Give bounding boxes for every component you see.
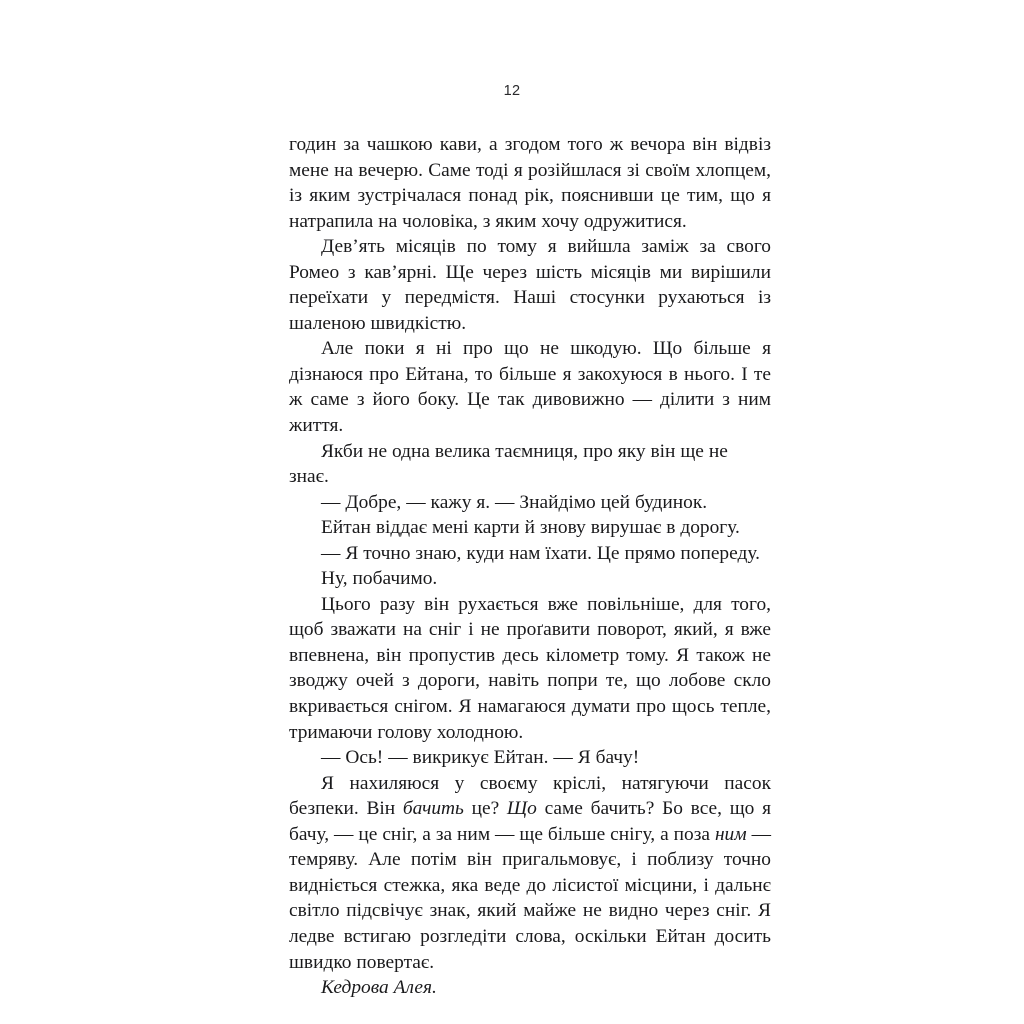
text-run: саме бачить? Бо все, що я бачу, — це сніг, а за ним — ще більше снігу, а поза bbox=[289, 798, 771, 845]
emphasis-run: ним bbox=[714, 823, 747, 845]
paragraph bbox=[289, 490, 771, 516]
paragraph bbox=[289, 771, 771, 975]
body-text-block bbox=[289, 132, 771, 1001]
text-run: це? bbox=[463, 798, 507, 820]
text-run: — Ось! — викрикує Ейтан. — Я бачу! bbox=[321, 747, 640, 769]
text-run: годин за чашкою кави, а згодом того ж вечора він відвіз мене на вечерю. Саме тоді я розійшлася зі своїм хлопцем, із яким зустрічалася понад рік, пояснивши це тим, що я натрапила на чоловіка, з яким хочу одружитися. bbox=[289, 134, 771, 232]
page-number: 12 bbox=[503, 83, 521, 99]
text-run: Ну, побачимо. bbox=[321, 568, 438, 590]
text-run: Я нахиляюся у своєму кріслі, натягуючи пасок безпеки. Він bbox=[289, 772, 771, 820]
paragraph bbox=[289, 132, 771, 234]
paragraph bbox=[289, 234, 771, 336]
text-run: Якби не одна велика таємниця, про яку він ще не знає. bbox=[289, 440, 728, 488]
text-run: Ейтан віддає мені карти й знову вирушає в дорогу. bbox=[321, 517, 740, 539]
emphasis-run: Кедрова Алея. bbox=[321, 977, 437, 999]
paragraph bbox=[289, 566, 771, 592]
paragraph bbox=[289, 975, 771, 1001]
text-run: — Добре, — кажу я. — Знайдімо цей будинок. bbox=[321, 491, 708, 513]
emphasis-run: Що bbox=[506, 798, 537, 820]
paragraph bbox=[289, 745, 771, 771]
text-run: — темряву. Але потім він пригальмовує, і поблизу точно видніється стежка, яка веде до лісистої місцини, і дальнє світло підсвічує знак, який майже не видно через сніг. Я ледве встигаю розгледіти слова, оскільки Ейтан досить швидко повертає. bbox=[289, 823, 771, 973]
paragraph bbox=[289, 336, 771, 438]
paragraph bbox=[289, 592, 771, 745]
text-run: Дев’ять місяців по тому я вийшла заміж за свого Ромео з кав’ярні. Ще через шість місяців ми вирішили переїхати у передмістя. Наші стосунки рухаються із шаленою швидкістю. bbox=[289, 236, 771, 334]
paragraph bbox=[289, 439, 771, 490]
emphasis-run: бачить bbox=[402, 798, 464, 820]
paragraph bbox=[289, 515, 771, 541]
text-run: Цього разу він рухається вже повільніше, для того, щоб зважати на сніг і не проґавити поворот, який, я вже впевнена, він пропустив десь кілометр тому. Я також не зводжу очей з дороги, навіть попри те, що лобове скло вкривається снігом. Я намагаюся думати про щось тепле, тримаючи голову холодною. bbox=[289, 593, 771, 743]
paragraph bbox=[289, 541, 771, 567]
text-run: Але поки я ні про що не шкодую. Що більше я дізнаюся про Ейтана, то більше я закохуюся в нього. І те ж саме з його боку. Це так дивовижно — ділити з ним життя. bbox=[289, 338, 771, 437]
text-run: — Я точно знаю, куди нам їхати. Це прямо попереду. bbox=[321, 542, 760, 564]
